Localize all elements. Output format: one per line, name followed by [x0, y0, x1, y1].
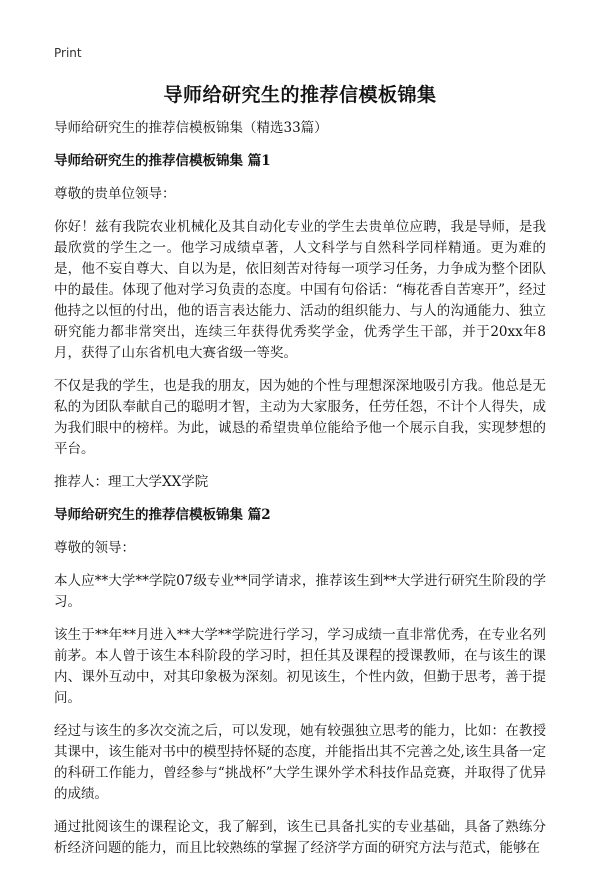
- section-2-paragraph: 通过批阅该生的课程论文，我了解到，该生已具备扎实的专业基础，具备了熟练分析经济问题的能力，而且比较熟练的掌握了经济学方面的研究方法与范式，能够在: [54, 819, 546, 856]
- section-2-heading: 导师给研究生的推荐信模板锦集 篇2: [54, 507, 271, 523]
- document-subtitle: 导师给研究生的推荐信模板锦集（精选33篇）: [54, 120, 328, 136]
- section-1-signature: 推荐人：理工大学XX学院: [54, 474, 209, 490]
- section-1-paragraph: 不仅是我的学生，也是我的朋友，因为她的个性与理想深深地吸引方我。他总是无私的为团队奉献自己的聪明才智，主动为大家服务，任劳任怨，不计个人得失，成为我们眼中的榜样。为此，诚恳的希望贵单位能给予他一个展示自我，实现梦想的平台。: [54, 378, 546, 457]
- section-2-paragraph: 经过与该生的多次交流之后，可以发现，她有较强独立思考的能力，比如：在教授其课中，该生能对书中的模型持怀疑的态度，并能指出其不完善之处,该生具备一定的科研工作能力，曾经参与“挑战杯”大学生课外学术科技作品竞赛，并取得了优异的成绩。: [54, 723, 546, 802]
- print-link[interactable]: Print: [54, 46, 82, 60]
- section-2-salutation: 尊敬的领导：: [54, 540, 135, 556]
- document-body: [54, 118, 546, 871]
- section-2-paragraph: 该生于**年**月进入**大学**学院进行学习，学习成绩一直非常优秀，在专业名列前茅。本人曾于该生本科阶段的学习时，担任其及课程的授课教师，在与该生的课内、课外互动中，对其印象极为深刻。初见该生，个性内敛，但勤于思考，善于提问。: [54, 627, 546, 706]
- section-1-salutation: 尊敬的贵单位领导：: [54, 186, 176, 202]
- section-2-paragraph: 本人应**大学**学院07级专业**同学请求，推荐该生到**大学进行研究生阶段的学习。: [54, 573, 546, 610]
- section-1-heading: 导师给研究生的推荐信模板锦集 篇1: [54, 153, 271, 169]
- section-1-paragraph: 你好！兹有我院农业机械化及其自动化专业的学生去贵单位应聘，我是导师，是我最欣赏的学生之一。他学习成绩卓著，人文科学与自然科学同样精通。更为难的是，他不妄自尊大、自以为是，依旧刻苦对待每一项学习任务，力争成为整个团队中的最佳。体现了他对学习负责的态度。中国有句俗话：“梅花香自苦寒开”，经过他持之以恒的付出，他的语言表达能力、活动的组织能力、与人的沟通能力、独立研究能力都非常突出，连续三年获得优秀奖学金，优秀学生干部，并于20xx年8月，获得了山东省机电大赛省级一等奖。: [54, 219, 546, 361]
- page-title: 导师给研究生的推荐信模板锦集: [163, 84, 437, 106]
